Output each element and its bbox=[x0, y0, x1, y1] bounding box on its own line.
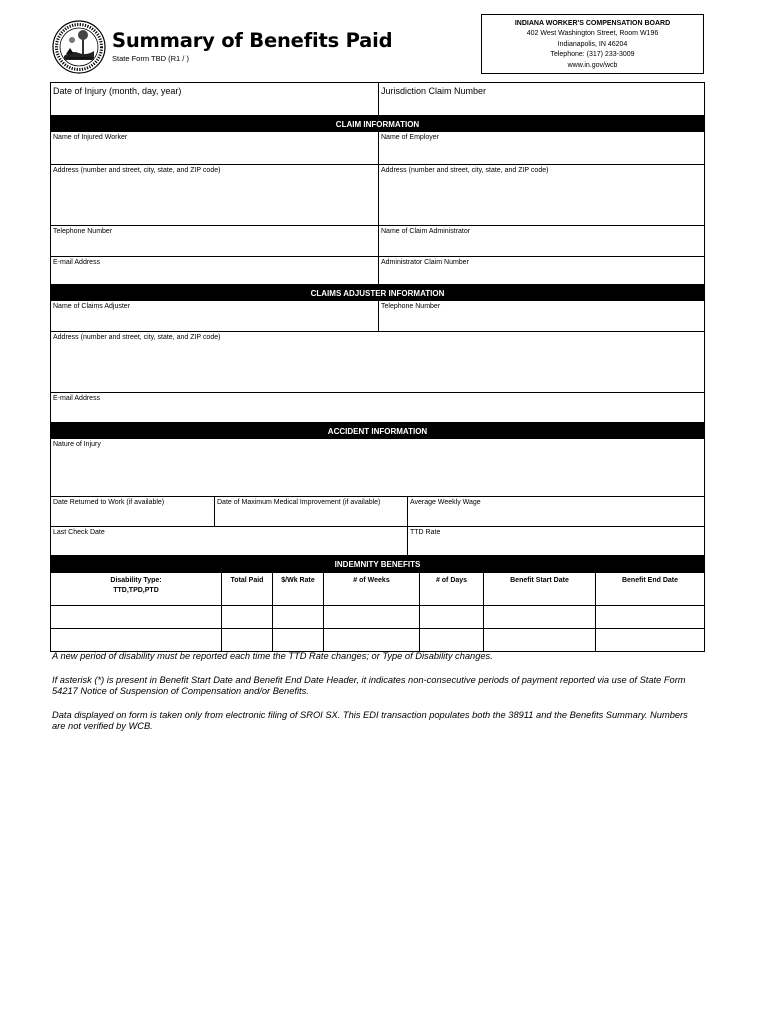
agency-address-line2: Indianapolis, IN 46204 bbox=[557, 40, 628, 48]
worker-telephone-label: Telephone Number bbox=[53, 228, 113, 235]
table-cell[interactable] bbox=[324, 606, 420, 629]
accident-dates-row bbox=[50, 497, 705, 527]
avg-weekly-wage-field[interactable] bbox=[407, 497, 704, 526]
date-returned-field[interactable] bbox=[51, 497, 214, 526]
worker-address-label: Address (number and street, city, state, and ZIP code) bbox=[53, 167, 221, 174]
adjuster-address-field[interactable] bbox=[51, 332, 704, 392]
claim-phone-row bbox=[50, 226, 705, 257]
agency-name: INDIANA WORKER'S COMPENSATION BOARD bbox=[514, 20, 671, 27]
adjuster-name-row bbox=[50, 301, 705, 332]
check-rate-row bbox=[50, 527, 705, 556]
adjuster-email-label: E-mail Address bbox=[53, 395, 101, 402]
accident-information-heading: ACCIDENT INFORMATION bbox=[50, 423, 705, 439]
date-returned-label: Date Returned to Work (if available) bbox=[53, 499, 165, 506]
table-cell[interactable] bbox=[484, 606, 596, 629]
agency-address-line1: 402 West Washington Street, Room W196 bbox=[526, 30, 659, 38]
table-cell[interactable] bbox=[596, 606, 705, 629]
avg-weekly-wage-label: Average Weekly Wage bbox=[410, 499, 481, 506]
adjuster-telephone-field[interactable] bbox=[378, 301, 704, 331]
table-cell[interactable] bbox=[222, 606, 273, 629]
claim-names-row bbox=[50, 132, 705, 165]
claim-administrator-field[interactable] bbox=[378, 226, 704, 256]
indemnity-benefits-table bbox=[50, 572, 705, 652]
table-cell[interactable] bbox=[324, 629, 420, 652]
note-disability-period: A new period of disability must be reported each time the TTD Rate changes; or Type of Disability changes. bbox=[52, 651, 493, 661]
claims-adjuster-heading: CLAIMS ADJUSTER INFORMATION bbox=[50, 285, 705, 301]
claim-information-heading: CLAIM INFORMATION bbox=[50, 116, 705, 132]
table-row bbox=[51, 606, 705, 629]
jurisdiction-claim-number-label: Jurisdiction Claim Number bbox=[381, 86, 487, 96]
table-row bbox=[51, 629, 705, 652]
agency-info-box bbox=[481, 14, 704, 74]
table-cell[interactable] bbox=[51, 629, 222, 652]
table-cell[interactable] bbox=[51, 606, 222, 629]
table-cell[interactable] bbox=[273, 606, 324, 629]
table-cell[interactable] bbox=[222, 629, 273, 652]
adjuster-email-field[interactable] bbox=[51, 393, 704, 422]
indemnity-header-row bbox=[51, 573, 705, 606]
injury-row bbox=[50, 83, 705, 116]
adjuster-name-label: Name of Claims Adjuster bbox=[53, 303, 131, 310]
benefits-form bbox=[50, 82, 705, 652]
table-cell[interactable] bbox=[420, 629, 484, 652]
state-form-number: State Form TBD (R1 / ) bbox=[112, 54, 189, 63]
form-notes bbox=[52, 651, 702, 745]
page-title: Summary of Benefits Paid bbox=[112, 29, 393, 52]
admin-claim-number-field[interactable] bbox=[378, 257, 704, 284]
jurisdiction-claim-number-field[interactable] bbox=[378, 83, 704, 115]
note-asterisk: If asterisk (*) is present in Benefit Start Date and Benefit End Date Header, it indicates non-consecutive periods of payment reported via use of State Form 54217 Notice of Suspension of Compensation and/or Benefits. bbox=[52, 674, 686, 696]
date-mmi-field[interactable] bbox=[214, 497, 407, 526]
column-header-benefit-end-date: Benefit End Date bbox=[596, 573, 705, 606]
admin-claim-number-label: Administrator Claim Number bbox=[381, 259, 469, 266]
agency-website: www.in.gov/wcb bbox=[567, 61, 618, 69]
table-cell[interactable] bbox=[420, 606, 484, 629]
ttd-rate-field[interactable] bbox=[407, 527, 704, 555]
indiana-state-seal-icon bbox=[52, 20, 106, 74]
nature-of-injury-label: Nature of Injury bbox=[53, 441, 101, 448]
table-cell[interactable] bbox=[273, 629, 324, 652]
column-header-weekly-rate: $/Wk Rate bbox=[273, 573, 324, 606]
adjuster-address-row bbox=[50, 332, 705, 393]
employer-field[interactable] bbox=[378, 132, 704, 164]
last-check-date-label: Last Check Date bbox=[53, 529, 105, 536]
employer-label: Name of Employer bbox=[381, 134, 439, 141]
note-data-source: Data displayed on form is taken only from electronic filing of SROI SX. This EDI transaction populates both the 38911 and the Benefits Summary. Numbers are not verified by WCB. bbox=[52, 709, 688, 731]
agency-telephone: Telephone: (317) 233-3009 bbox=[550, 51, 635, 59]
ttd-rate-label: TTD Rate bbox=[410, 529, 441, 536]
column-header-total-paid: Total Paid bbox=[222, 573, 273, 606]
employer-address-field[interactable] bbox=[378, 165, 704, 225]
nature-of-injury-row bbox=[50, 439, 705, 497]
column-header-disability-type: Disability Type: TTD,TPD,PTD bbox=[51, 573, 222, 606]
worker-address-field[interactable] bbox=[51, 165, 378, 225]
worker-email-label: E-mail Address bbox=[53, 259, 101, 266]
table-cell[interactable] bbox=[596, 629, 705, 652]
column-header-benefit-start-date: Benefit Start Date bbox=[484, 573, 596, 606]
adjuster-telephone-label: Telephone Number bbox=[381, 303, 441, 310]
claim-administrator-label: Name of Claim Administrator bbox=[381, 228, 471, 235]
nature-of-injury-field[interactable] bbox=[51, 439, 704, 496]
column-header-days: # of Days bbox=[420, 573, 484, 606]
claim-address-row bbox=[50, 165, 705, 226]
adjuster-address-label: Address (number and street, city, state, and ZIP code) bbox=[53, 334, 221, 341]
worker-email-field[interactable] bbox=[51, 257, 378, 284]
claim-email-row bbox=[50, 257, 705, 285]
last-check-date-field[interactable] bbox=[51, 527, 407, 555]
injured-worker-field[interactable] bbox=[51, 132, 378, 164]
indemnity-benefits-heading: INDEMNITY BENEFITS bbox=[50, 556, 705, 572]
adjuster-name-field[interactable] bbox=[51, 301, 378, 331]
adjuster-email-row bbox=[50, 393, 705, 423]
employer-address-label: Address (number and street, city, state, and ZIP code) bbox=[381, 167, 549, 174]
injured-worker-label: Name of Injured Worker bbox=[53, 134, 128, 141]
table-cell[interactable] bbox=[484, 629, 596, 652]
date-mmi-label: Date of Maximum Medical Improvement (if available) bbox=[217, 499, 381, 506]
column-header-weeks: # of Weeks bbox=[324, 573, 420, 606]
date-of-injury-field[interactable] bbox=[51, 83, 378, 115]
worker-telephone-field[interactable] bbox=[51, 226, 378, 256]
date-of-injury-label: Date of Injury (month, day, year) bbox=[53, 86, 182, 96]
